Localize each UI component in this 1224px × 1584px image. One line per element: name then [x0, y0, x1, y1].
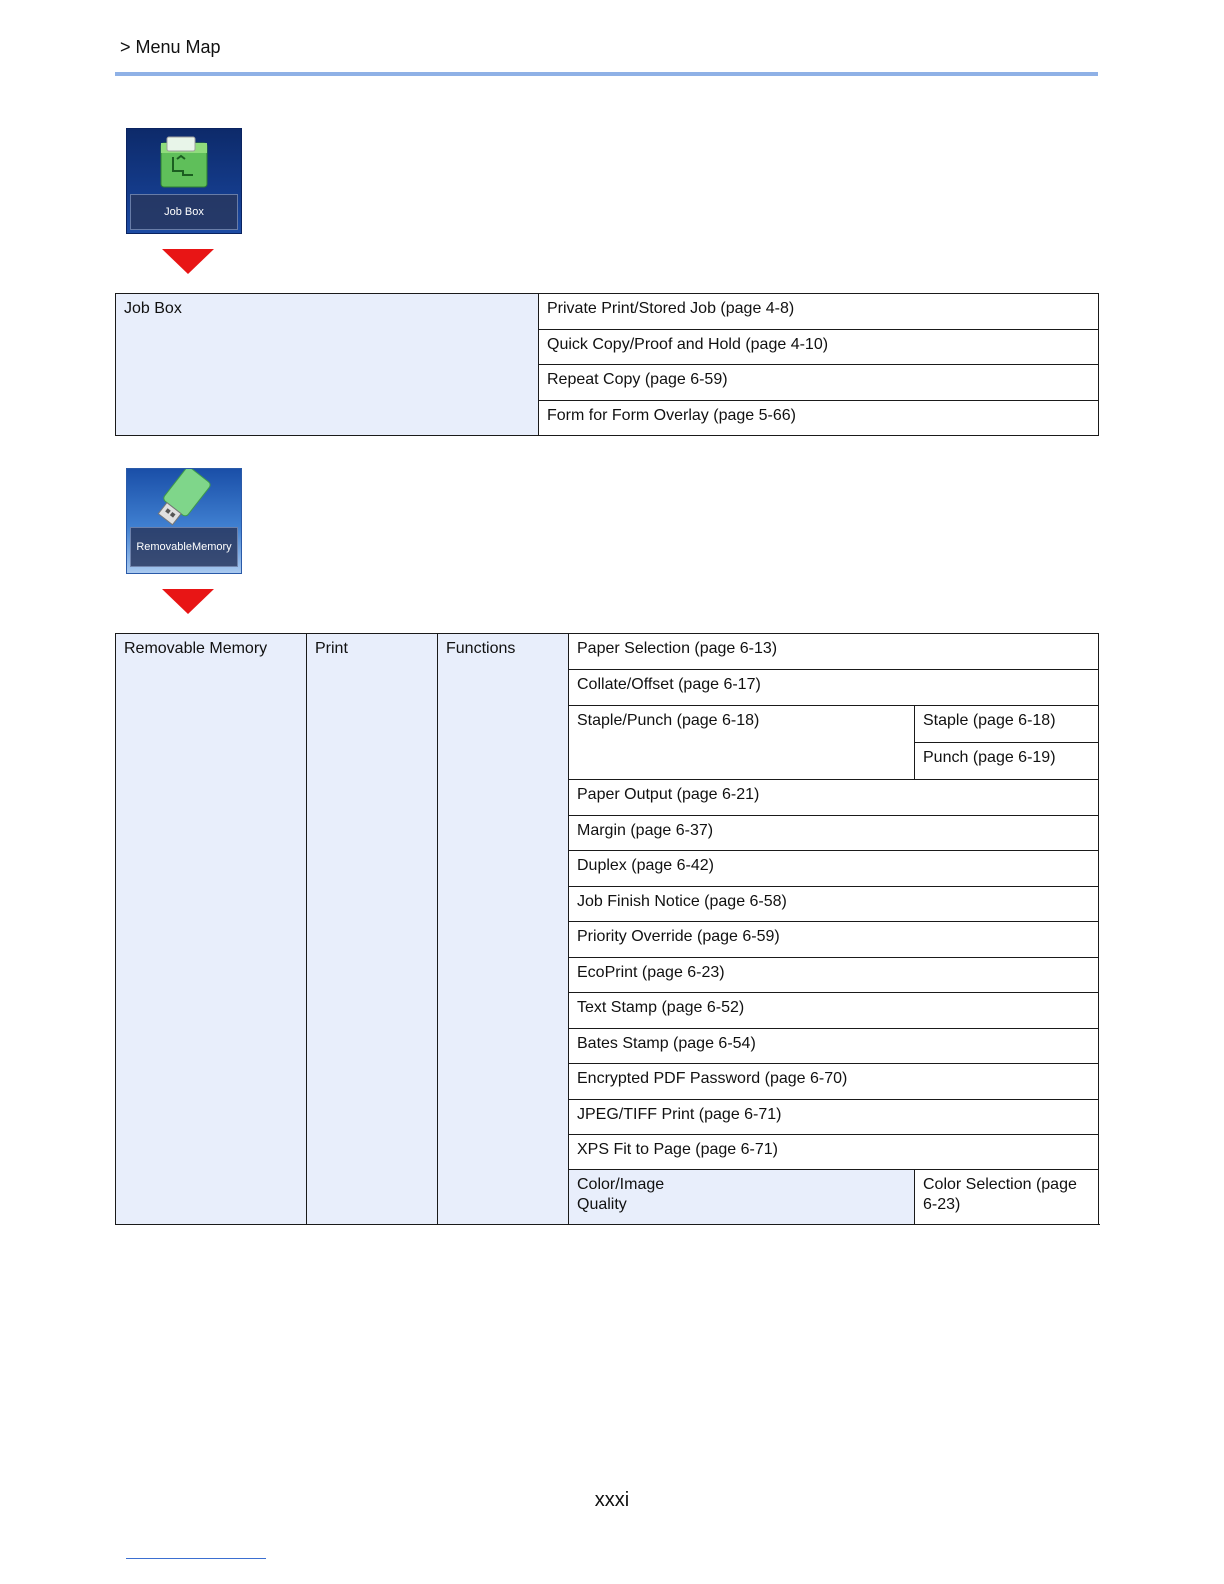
menu-item-repeat-copy[interactable]: Repeat Copy (page 6-59) — [539, 365, 1099, 401]
menu-item-job-finish-notice[interactable]: Job Finish Notice (page 6-58) — [569, 887, 1099, 922]
menu-item-private-print[interactable]: Private Print/Stored Job (page 4-8) — [539, 294, 1099, 330]
job-box-tile[interactable] — [126, 128, 242, 234]
menu-item-quick-copy[interactable]: Quick Copy/Proof and Hold (page 4-10) — [539, 329, 1099, 365]
tile-label-line2: Memory — [191, 540, 232, 553]
breadcrumb: > Menu Map — [120, 37, 221, 57]
print-subcategory: Print — [307, 634, 438, 1225]
menu-item-ecoprint[interactable]: EcoPrint (page 6-23) — [569, 958, 1099, 993]
functions-subcategory: Functions — [438, 634, 569, 1225]
menu-item-duplex[interactable]: Duplex (page 6-42) — [569, 851, 1099, 887]
header-divider — [115, 72, 1098, 76]
job-box-category: Job Box — [116, 294, 539, 436]
menu-item-punch[interactable]: Punch (page 6-19) — [915, 743, 1099, 780]
job-box-icon — [127, 129, 242, 199]
removable-memory-category: Removable Memory — [116, 634, 307, 1225]
menu-item-priority-override[interactable]: Priority Override (page 6-59) — [569, 922, 1099, 958]
footer-divider — [126, 1558, 266, 1559]
menu-item-collate-offset[interactable]: Collate/Offset (page 6-17) — [569, 670, 1099, 706]
job-box-tile-label: Job Box — [130, 194, 238, 230]
tile-label-line1: Removable — [136, 540, 192, 553]
removable-memory-tile-label — [130, 527, 238, 567]
menu-item-staple[interactable]: Staple (page 6-18) — [915, 706, 1099, 743]
color-image-quality-line1: Color/Image — [577, 1176, 665, 1193]
job-box-menu-table — [115, 293, 1099, 436]
color-image-quality-subcategory — [569, 1170, 915, 1225]
down-arrow-icon — [162, 249, 214, 274]
menu-item-encrypted-pdf-password[interactable]: Encrypted PDF Password (page 6-70) — [569, 1064, 1099, 1100]
menu-item-paper-output[interactable]: Paper Output (page 6-21) — [569, 780, 1099, 816]
color-image-quality-line2: Quality — [577, 1196, 627, 1213]
menu-item-bates-stamp[interactable]: Bates Stamp (page 6-54) — [569, 1029, 1099, 1064]
menu-item-xps-fit-to-page[interactable]: XPS Fit to Page (page 6-71) — [569, 1135, 1099, 1170]
usb-drive-icon — [127, 469, 242, 533]
removable-memory-menu-table — [115, 633, 1099, 1225]
page-number: xxxi — [594, 1489, 630, 1511]
menu-item-margin[interactable]: Margin (page 6-37) — [569, 816, 1099, 851]
menu-item-form-overlay[interactable]: Form for Form Overlay (page 5-66) — [539, 400, 1099, 436]
removable-memory-tile[interactable] — [126, 468, 242, 574]
menu-item-jpeg-tiff-print[interactable]: JPEG/TIFF Print (page 6-71) — [569, 1100, 1099, 1135]
down-arrow-icon — [162, 589, 214, 614]
menu-item-staple-punch[interactable]: Staple/Punch (page 6-18) — [569, 706, 915, 780]
menu-item-color-selection[interactable]: Color Selection (page 6-23) — [915, 1170, 1099, 1225]
menu-item-text-stamp[interactable]: Text Stamp (page 6-52) — [569, 993, 1099, 1029]
menu-item-paper-selection[interactable]: Paper Selection (page 6-13) — [569, 634, 1099, 670]
